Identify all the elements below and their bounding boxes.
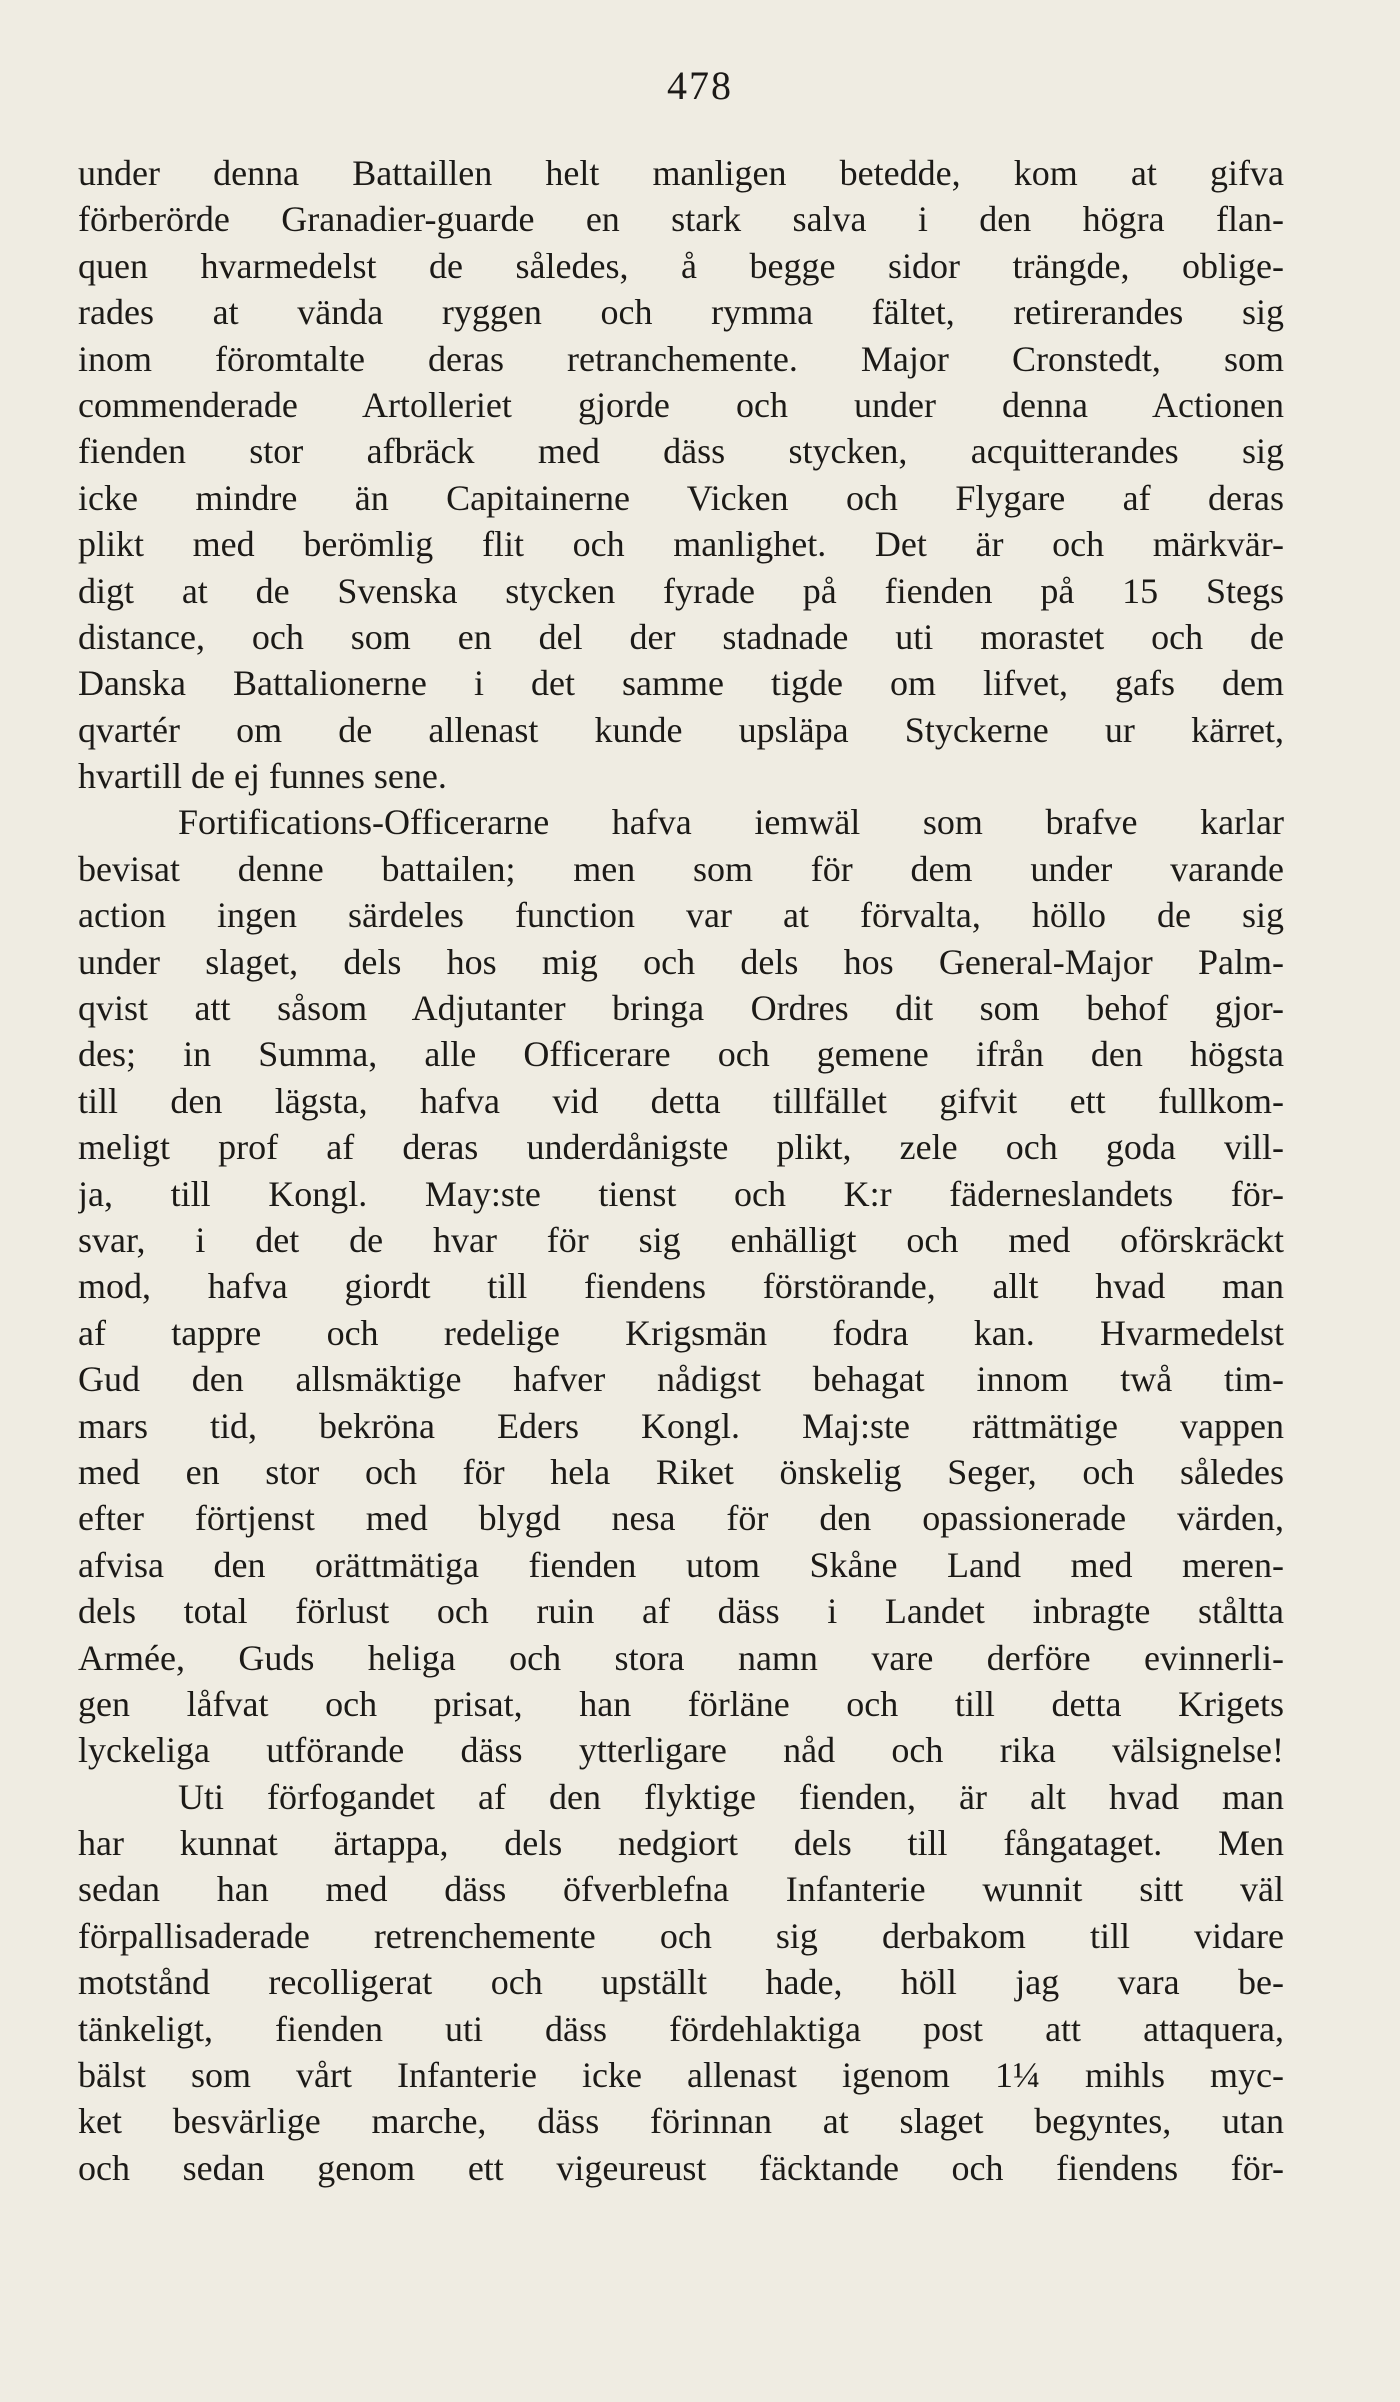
text-line: Armée, Guds heliga och stora namn vare derföre evinnerli- [78,1637,1284,1678]
text-line: fienden stor afbräck med däss stycken, acquitterandes sig [78,431,1284,472]
text-line: efter förtjenst med blygd nesa för den opassionerade värden, [78,1498,1284,1539]
page-number: 478 [667,63,733,108]
text-line: rades at vända ryggen och rymma fältet, retirerandes sig [78,292,1284,333]
text-line: plikt med berömlig flit och manlighet. Det är och märkvär- [78,524,1284,565]
text-line: under slaget, dels hos mig och dels hos General-Major Palm- [78,941,1284,982]
text-line: quen hvarmedelst de således, å begge sidor trängde, oblige- [78,245,1284,286]
text-line: inom föromtalte deras retranchemente. Major Cronstedt, som [78,338,1284,379]
text-line: dels total förlust och ruin af däss i Landet inbragte ståltta [78,1591,1284,1632]
text-line: distance, och som en del der stadnade uti morastet och de [78,616,1284,657]
text-line: svar, i det de hvar för sig enhälligt och med oförskräckt [78,1219,1284,1260]
text-line: qvist att såsom Adjutanter bringa Ordres dit som behof gjor- [78,988,1284,1029]
text-line: förberörde Granadier-guarde en stark salva i den högra flan- [78,199,1284,240]
text-line: bevisat denne battailen; men som för dem under varande [78,848,1284,889]
text-line: des; in Summa, alle Officerare och gemene ifrån den högsta [78,1034,1284,1075]
text-line: ja, till Kongl. May:ste tienst och K:r fäderneslandets för- [78,1173,1284,1214]
body-text [78,150,1284,2191]
text-line: meligt prof af deras underdånigste plikt, zele och goda vill- [78,1127,1284,1168]
text-line: bälst som vårt Infanterie icke allenast igenom 1¼ mihls myc- [78,2055,1284,2096]
text-line: Gud den allsmäktige hafver nådigst behagat innom twå tim- [78,1359,1284,1400]
text-line: motstånd recolligerat och upställt hade, höll jag vara be- [78,1962,1284,2003]
text-line: af tappre och redelige Krigsmän fodra kan. Hvarmedelst [78,1312,1284,1353]
text-line: och sedan genom ett vigeureust fäcktande och fiendens för- [78,2147,1284,2188]
text-line: förpallisaderade retrenchemente och sig derbakom till vidare [78,1915,1284,1956]
text-line: Fortifications-Officerarne hafva iemwäl som brafve karlar [178,802,1284,843]
text-line: gen låfvat och prisat, han förläne och till detta Krigets [78,1683,1284,1724]
text-line: Danska Battalionerne i det samme tigde om lifvet, gafs dem [78,663,1284,704]
text-line: ket besvärlige marche, däss förinnan at slaget begyntes, utan [78,2101,1284,2142]
text-line: hvartill de ej funnes sene. [78,756,447,797]
text-line: digt at de Svenska stycken fyrade på fienden på 15 Stegs [78,570,1284,611]
text-line: har kunnat ärtappa, dels nedgiort dels till fångataget. Men [78,1823,1284,1864]
text-line: till den lägsta, hafva vid detta tillfället gifvit ett fullkom- [78,1080,1284,1121]
text-line: action ingen särdeles function var at förvalta, höllo de sig [78,895,1284,936]
text-line: lyckeliga utförande däss ytterligare nåd och rika välsignelse! [78,1730,1284,1771]
text-line: commenderade Artolleriet gjorde och under denna Actionen [78,384,1284,425]
text-line: tänkeligt, fienden uti däss fördehlaktiga post att attaquera, [78,2008,1284,2049]
text-line: Uti förfogandet af den flyktige fienden, är alt hvad man [178,1776,1284,1817]
text-line: under denna Battaillen helt manligen betedde, kom at gifva [78,153,1284,193]
text-line: sedan han med däss öfverblefna Infanterie wunnit sitt väl [78,1869,1284,1910]
text-line: med en stor och för hela Riket önskelig Seger, och således [78,1451,1284,1492]
text-line: afvisa den orättmätiga fienden utom Skåne Land med meren- [78,1544,1284,1585]
text-line: icke mindre än Capitainerne Vicken och Flygare af deras [78,477,1284,518]
text-line: mod, hafva giordt till fiendens förstörande, allt hvad man [78,1266,1284,1307]
text-line: qvartér om de allenast kunde upsläpa Styckerne ur kärret, [78,709,1284,750]
text-line: mars tid, bekröna Eders Kongl. Maj:ste rättmätige vappen [78,1405,1284,1446]
